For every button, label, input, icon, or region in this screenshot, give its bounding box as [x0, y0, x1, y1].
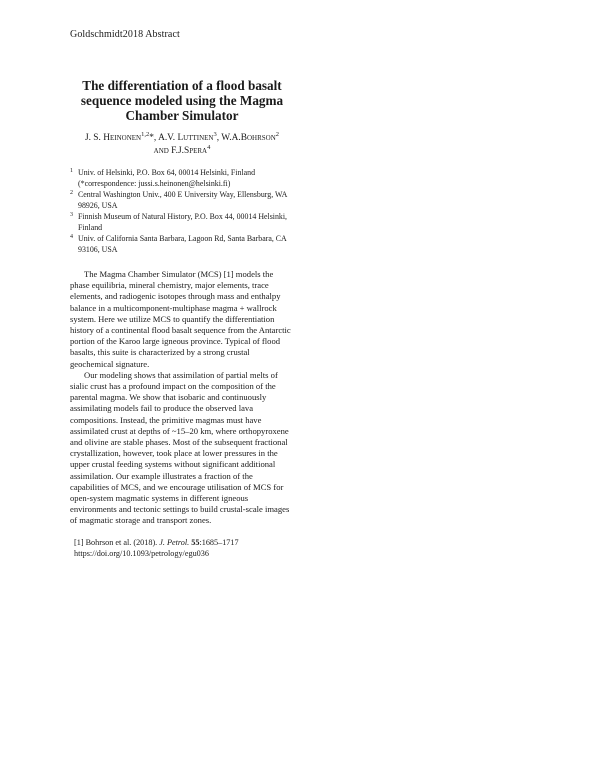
- running-header: Goldschmidt2018 Abstract: [70, 29, 180, 40]
- reference-doi[interactable]: https://doi.org/10.1093/petrology/egu036: [74, 548, 209, 558]
- references: [70, 537, 294, 559]
- affiliation-text: Central Washington Univ., 400 E University Way, Ellensburg, WA 98926, USA: [78, 190, 287, 210]
- affiliation-list: [70, 167, 294, 255]
- abstract-body: [70, 269, 294, 527]
- affiliation-text: Finnish Museum of Natural History, P.O. Box 44, 00014 Helsinki, Finland: [78, 212, 288, 232]
- affiliation-4: [70, 233, 294, 255]
- affiliation-number: 3: [70, 212, 73, 218]
- affiliation-number: 1: [70, 168, 73, 174]
- authors-and: and: [153, 146, 169, 156]
- paper-title: The differentiation of a flood basalt sequence modeled using the Magma Chamber Simulator: [80, 78, 284, 123]
- affiliation-text: Univ. of Helsinki, P.O. Box 64, 00014 Helsinki, Finland (*correspondence: jussi.s.heinonen@helsinki.fi): [78, 168, 256, 188]
- author-1: J. S. Heinonen$^{1,2}$*,: [84, 130, 157, 143]
- author-list: [70, 132, 294, 158]
- reference-journal: J. Petrol.: [159, 537, 190, 547]
- affiliation-3: [70, 211, 294, 233]
- affiliation-2: [70, 189, 294, 211]
- affiliation-1: [70, 167, 294, 189]
- affiliation-text: Univ. of California Santa Barbara, Lagoon Rd, Santa Barbara, CA 93106, USA: [78, 234, 287, 254]
- author-2: A.V. Luttinen$^3$,: [158, 130, 220, 143]
- reference-volume: 55: [191, 537, 200, 547]
- author-3: W.A.Bohrson$^2$: [221, 130, 280, 143]
- reference-1: [1] Bohrson et al. (2018). J. Petrol. 55:1685–1717 https://doi.org/10.1093/petrology/egu036: [74, 537, 239, 558]
- paragraph-2: Our modeling shows that assimilation of partial melts of sialic crust has a profound impact on the composition of the parental magma. We show that isobaric and continuously assimilating models fail to produce the observed lava compositions. Instead, the primitive magmas must have assimilated crust at depths of ~15–20 km, where orthopyroxene and olivine are stable phases. Most of the subsequent fractional crystallization, however, took place at lower pressures in the upper crustal feeding systems without significant additional assimilation. Our example illustrates a fraction of the capabilities of MCS, and we encourage utilisation of MCS for open-system magmatic systems in different igneous environments and tectonic settings to build crustal-scale images of magmatic storage and transport zones.: [70, 369, 290, 526]
- paragraph-1: The Magma Chamber Simulator (MCS) [1] models the phase equilibria, mineral chemistry, major elements, trace elements, and radiogenic isotopes through mass and enthalpy balance in a multicomponent-multiphase magma + wallrock system. Here we utilize MCS to quantify the differentiation history of a continental flood basalt sequence from the Antarctic portion of the Karoo large igneous province. Typical of flood basalts, this suite is characterized by a strong crustal geochemical signature.: [70, 269, 291, 369]
- affiliation-number: 4: [70, 234, 73, 240]
- affiliation-number: 2: [70, 190, 73, 196]
- abstract-column: [70, 78, 294, 559]
- author-4: F.J.Spera$^4$: [171, 143, 211, 156]
